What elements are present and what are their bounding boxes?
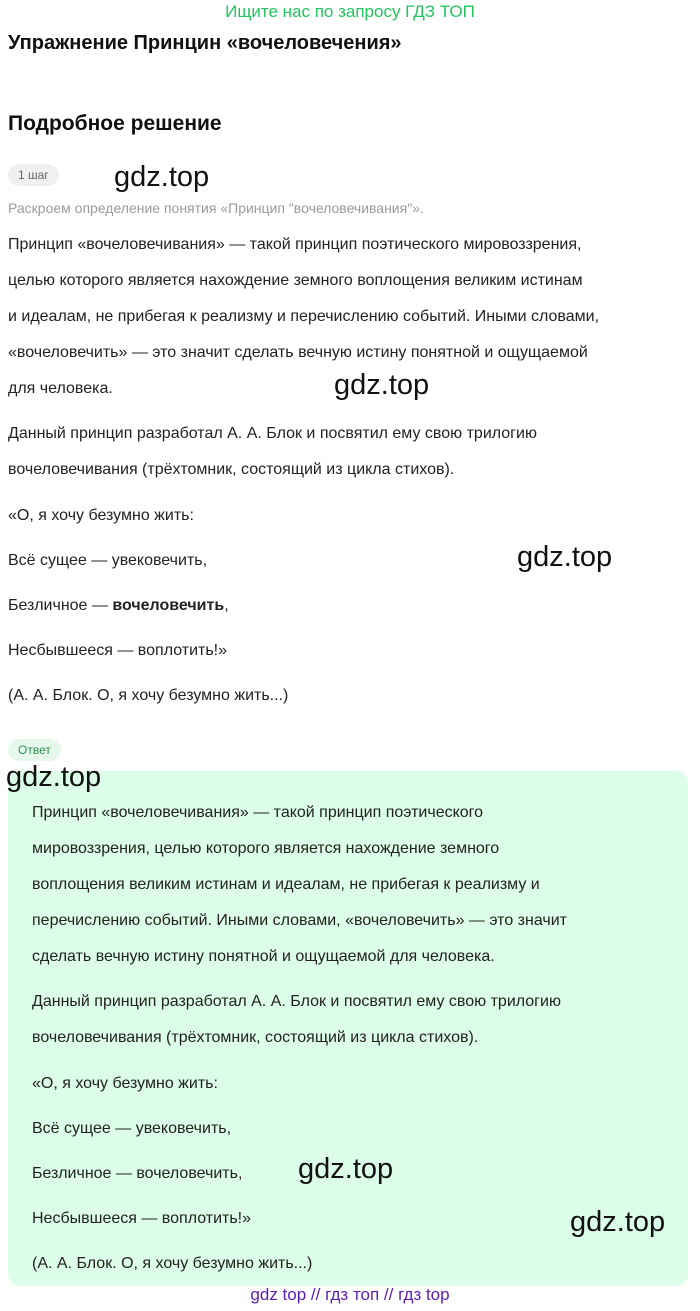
poem-line-4: Несбывшееся — воплотить!» bbox=[8, 642, 228, 659]
solution-paragraph-2: Данный принцип разработал А. А. Блок и посвятил ему свою трилогию вочеловечивания (трёхтомник, состоящий из цикла стихов). bbox=[8, 425, 537, 478]
watermark: gdz.top bbox=[114, 161, 210, 193]
answer-paragraph-1: Принцип «вочеловечивания» — такой принцип поэтического мировоззрения, целью которого является нахождение земного воплощения великим истинам и идеалам, не прибегая к реализму и перечислению событий. Иными словами, «вочеловечить» — это значит сделать вечную истину понятной и ощущаемой для человека. bbox=[32, 804, 567, 965]
citation: (А. А. Блок. О, я хочу безумно жить...) bbox=[8, 687, 289, 704]
poem-line-2: Всё сущее — увековечить, bbox=[8, 552, 208, 569]
answer-poem-line-4: Несбывшееся — воплотить!» bbox=[32, 1210, 252, 1227]
answer-poem-line-2: Всё сущее — увековечить, bbox=[32, 1120, 232, 1137]
footer-links[interactable]: gdz top // гдз топ // гдз top bbox=[250, 1285, 450, 1304]
watermark: gdz.top bbox=[570, 1206, 666, 1238]
section-title: Подробное решение bbox=[8, 112, 222, 135]
watermark: gdz.top bbox=[6, 761, 102, 793]
watermark: gdz.top bbox=[517, 541, 613, 573]
watermark: gdz.top bbox=[298, 1153, 394, 1185]
answer-paragraph-2: Данный принцип разработал А. А. Блок и посвятил ему свою трилогию вочеловечивания (трёхтомник, состоящий из цикла стихов). bbox=[32, 993, 561, 1046]
answer-badge: Ответ bbox=[8, 739, 61, 761]
poem-line-3: Безличное — вочеловечить, bbox=[8, 597, 229, 614]
step-badge: 1 шаг bbox=[8, 164, 59, 186]
poem-line-1: «О, я хочу безумно жить: bbox=[8, 507, 194, 524]
answer-citation: (А. А. Блок. О, я хочу безумно жить...) bbox=[32, 1255, 313, 1272]
step-hint: Раскроем определение понятия «Принцип "вочеловечивания"». bbox=[8, 200, 424, 216]
promo-banner: Ищите нас по запросу ГДЗ ТОП bbox=[225, 2, 475, 21]
watermark: gdz.top bbox=[334, 369, 430, 401]
page-title: Упражнение Принцин «вочеловечения» bbox=[8, 32, 402, 54]
answer-poem-line-1: «О, я хочу безумно жить: bbox=[32, 1075, 218, 1092]
answer-poem-line-3: Безличное — вочеловечить, bbox=[32, 1165, 243, 1182]
solution-paragraph-1: Принцип «вочеловечивания» — такой принцип поэтического мировоззрения, целью которого является нахождение земного воплощения великим истинам и идеалам, не прибегая к реализму и перечислению событий. Иными словами, «вочеловечить» — это значит сделать вечную истину понятной и ощущаемой для человека. bbox=[8, 236, 600, 397]
